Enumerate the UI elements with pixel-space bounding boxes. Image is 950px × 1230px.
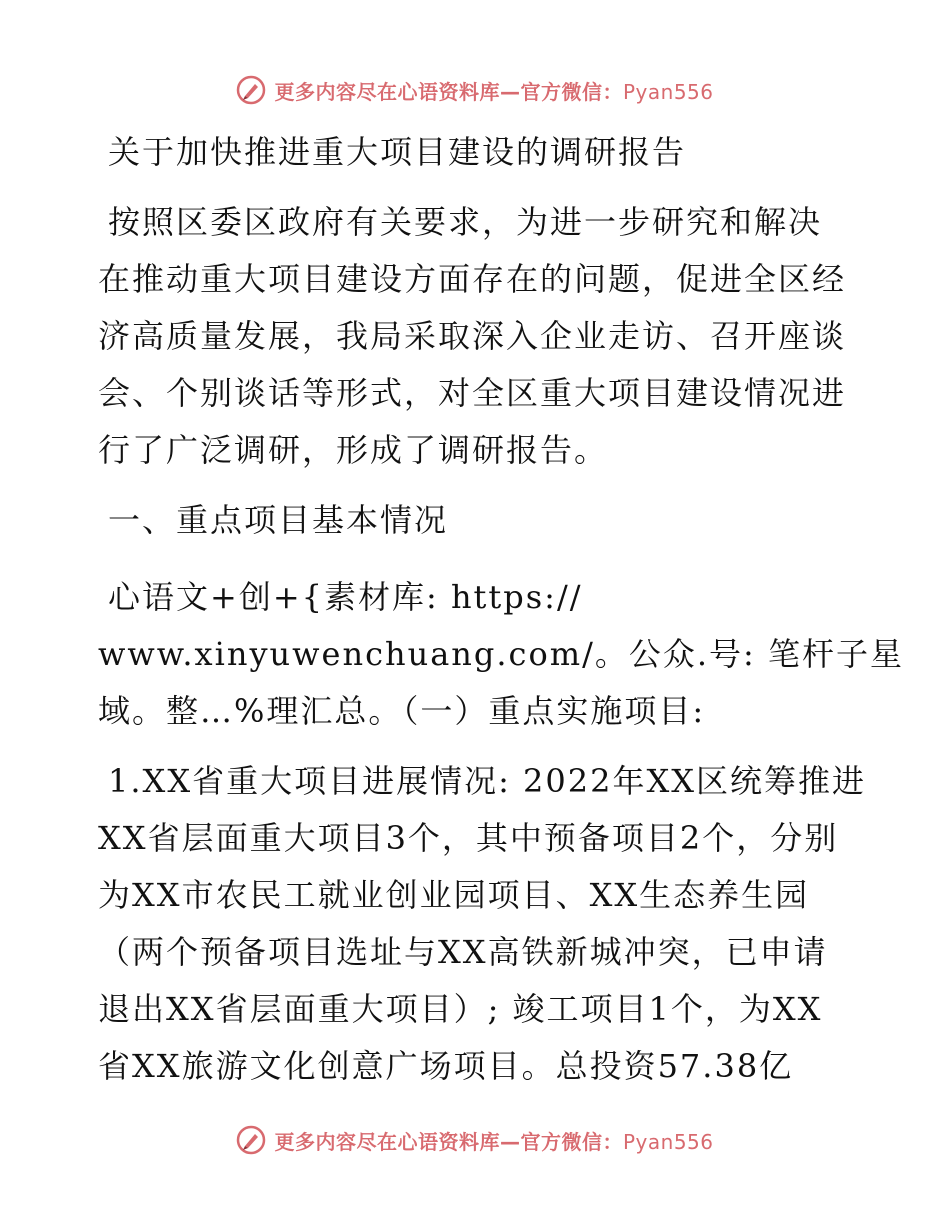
item1-line-3: 为XX市农民工就业创业园项目、XX生态养生园 xyxy=(98,876,810,914)
document-body xyxy=(98,124,904,1095)
watermark-text: 更多内容尽在心语资料库—官方微信：Pyan556 xyxy=(274,79,714,104)
intro-line-5: 行了广泛调研，形成了调研报告。 xyxy=(98,431,609,469)
pen-nib-logo-icon xyxy=(236,75,266,105)
intro-line-2: 在推动重大项目建设方面存在的问题，促进全区经 xyxy=(98,260,847,298)
intro-line-1: 按照区委区政府有关要求，为进一步研究和解决 xyxy=(108,203,823,241)
intro-line-4: 会、个别谈话等形式，对全区重大项目建设情况进 xyxy=(98,374,847,412)
section-heading: 一、重点项目基本情况 xyxy=(108,501,449,539)
document-title: 关于加快推进重大项目建设的调研报告 xyxy=(108,133,687,171)
header-watermark-banner xyxy=(0,70,950,110)
item1-line-6: 省XX旅游文化创意广场项目。总投资57.38亿 xyxy=(98,1047,794,1085)
item1-line-2: XX省层面重大项目3个，其中预备项目2个，分别 xyxy=(98,819,839,857)
item1-line-5: 退出XX省层面重大项目）; 竣工项目1个，为XX xyxy=(98,990,823,1028)
intro-line-3: 济高质量发展，我局采取深入企业走访、召开座谈 xyxy=(98,317,847,355)
item1-line-1: 1.XX省重大项目进展情况: 2022年XX区统筹推进 xyxy=(108,762,867,800)
note-line-1: 心语文+创+{素材库: https:// xyxy=(108,578,583,616)
note-line-2: www.xinyuwenchuang.com/。公众.号: 笔杆子星 xyxy=(98,635,904,673)
note-line-3: 域。整…%理汇总。（一）重点实施项目: xyxy=(98,692,706,730)
footer-watermark-banner xyxy=(0,1120,950,1160)
pen-nib-logo-icon xyxy=(236,1125,266,1155)
item1-line-4: （两个预备项目选址与XX高铁新城冲突，已申请 xyxy=(98,933,828,971)
watermark-text: 更多内容尽在心语资料库—官方微信：Pyan556 xyxy=(274,1129,714,1154)
